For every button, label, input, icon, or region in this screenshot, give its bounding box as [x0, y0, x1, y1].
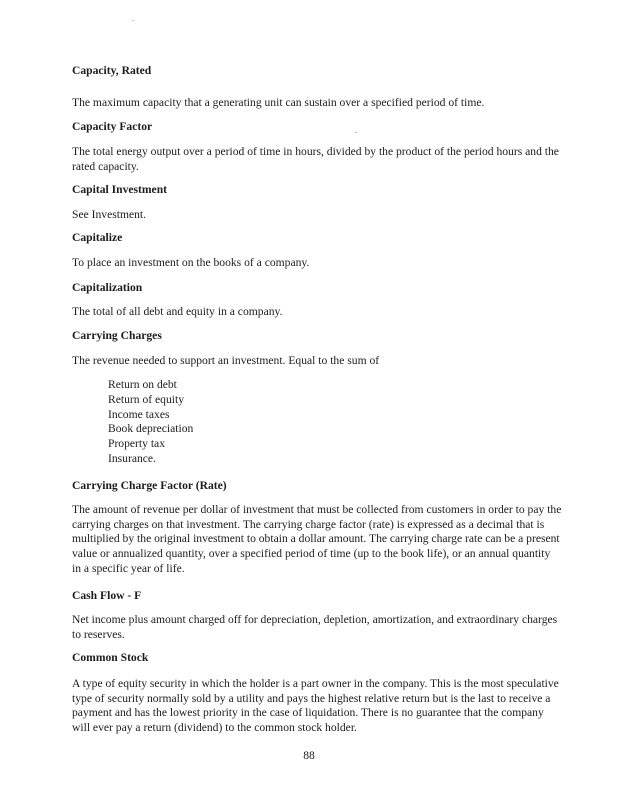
definition-line: payment and has the lowest priority in the case of liquidation. There is no guarantee that the company [72, 706, 544, 720]
entry-definition [72, 677, 559, 736]
scan-speck [355, 132, 357, 133]
definition-line: The total energy output over a period of time in hours, divided by the product of the period hours and the [72, 145, 559, 158]
entry-term: Carrying Charge Factor (Rate) [72, 479, 227, 492]
definition-line: carrying charges on that investment. The carrying charge factor (rate) is expressed as a decimal that is [72, 517, 545, 531]
entry-term: Capital Investment [72, 183, 168, 196]
definition-line: Net income plus amount charged off for depreciation, depletion, amortization, and extraordinary charges [72, 613, 558, 626]
entry-term: Capacity, Rated [72, 64, 152, 77]
definition-line: multiplied by the original investment to obtain a dollar amount. The carrying charge rate can be a present [72, 532, 560, 546]
entry-definition [72, 354, 540, 369]
definition-line: See Investment. [72, 208, 147, 221]
definition-line: The total of all debt and equity in a company. [72, 305, 283, 318]
scan-speck [132, 20, 134, 21]
entry-definition [72, 305, 540, 320]
definition-line: A type of equity security in which the holder is a part owner in the company. This is the most speculative [72, 677, 559, 690]
entry-term: Cash Flow - F [72, 589, 142, 602]
list-item: Property tax [108, 437, 165, 451]
entry-definition [72, 613, 558, 642]
definition-line: type of security normally sold by a utility and pays the highest relative return but is the last to receive a [72, 691, 551, 705]
component-list [108, 378, 193, 467]
list-item: Return on debt [108, 378, 177, 391]
definition-line: in a specific year of life. [72, 561, 185, 575]
entry-definition [72, 503, 562, 576]
definition-line: will ever pay a return (dividend) to the common stock holder. [72, 721, 357, 735]
entry-definition [72, 96, 540, 111]
entry-term: Capitalization [72, 281, 143, 294]
definition-line: rated capacity. [72, 159, 139, 173]
list-item: Return of equity [108, 392, 184, 406]
definition-line: to reserves. [72, 627, 125, 641]
entry-definition [72, 256, 540, 271]
definition-line: The maximum capacity that a generating unit can sustain over a specified period of time. [72, 96, 485, 109]
list-item: Income taxes [108, 407, 170, 421]
entry-term: Common Stock [72, 651, 149, 664]
list-item: Insurance. [108, 451, 156, 465]
definition-line: The revenue needed to support an investment. Equal to the sum of [72, 354, 380, 367]
definition-line: The amount of revenue per dollar of investment that must be collected from customers in order to pay the [72, 503, 562, 516]
page-number: 88 [303, 749, 315, 762]
entry-definition [72, 208, 540, 223]
entry-term: Carrying Charges [72, 329, 162, 342]
entry-term: Capacity Factor [72, 120, 153, 133]
entry-definition [72, 145, 559, 174]
definition-line: value or annualized quantity, over a specified period of time (up to the book life), or an annual quantity [72, 547, 551, 561]
list-item: Book depreciation [108, 422, 194, 436]
definition-line: To place an investment on the books of a company. [72, 256, 310, 269]
entry-term: Capitalize [72, 231, 123, 244]
